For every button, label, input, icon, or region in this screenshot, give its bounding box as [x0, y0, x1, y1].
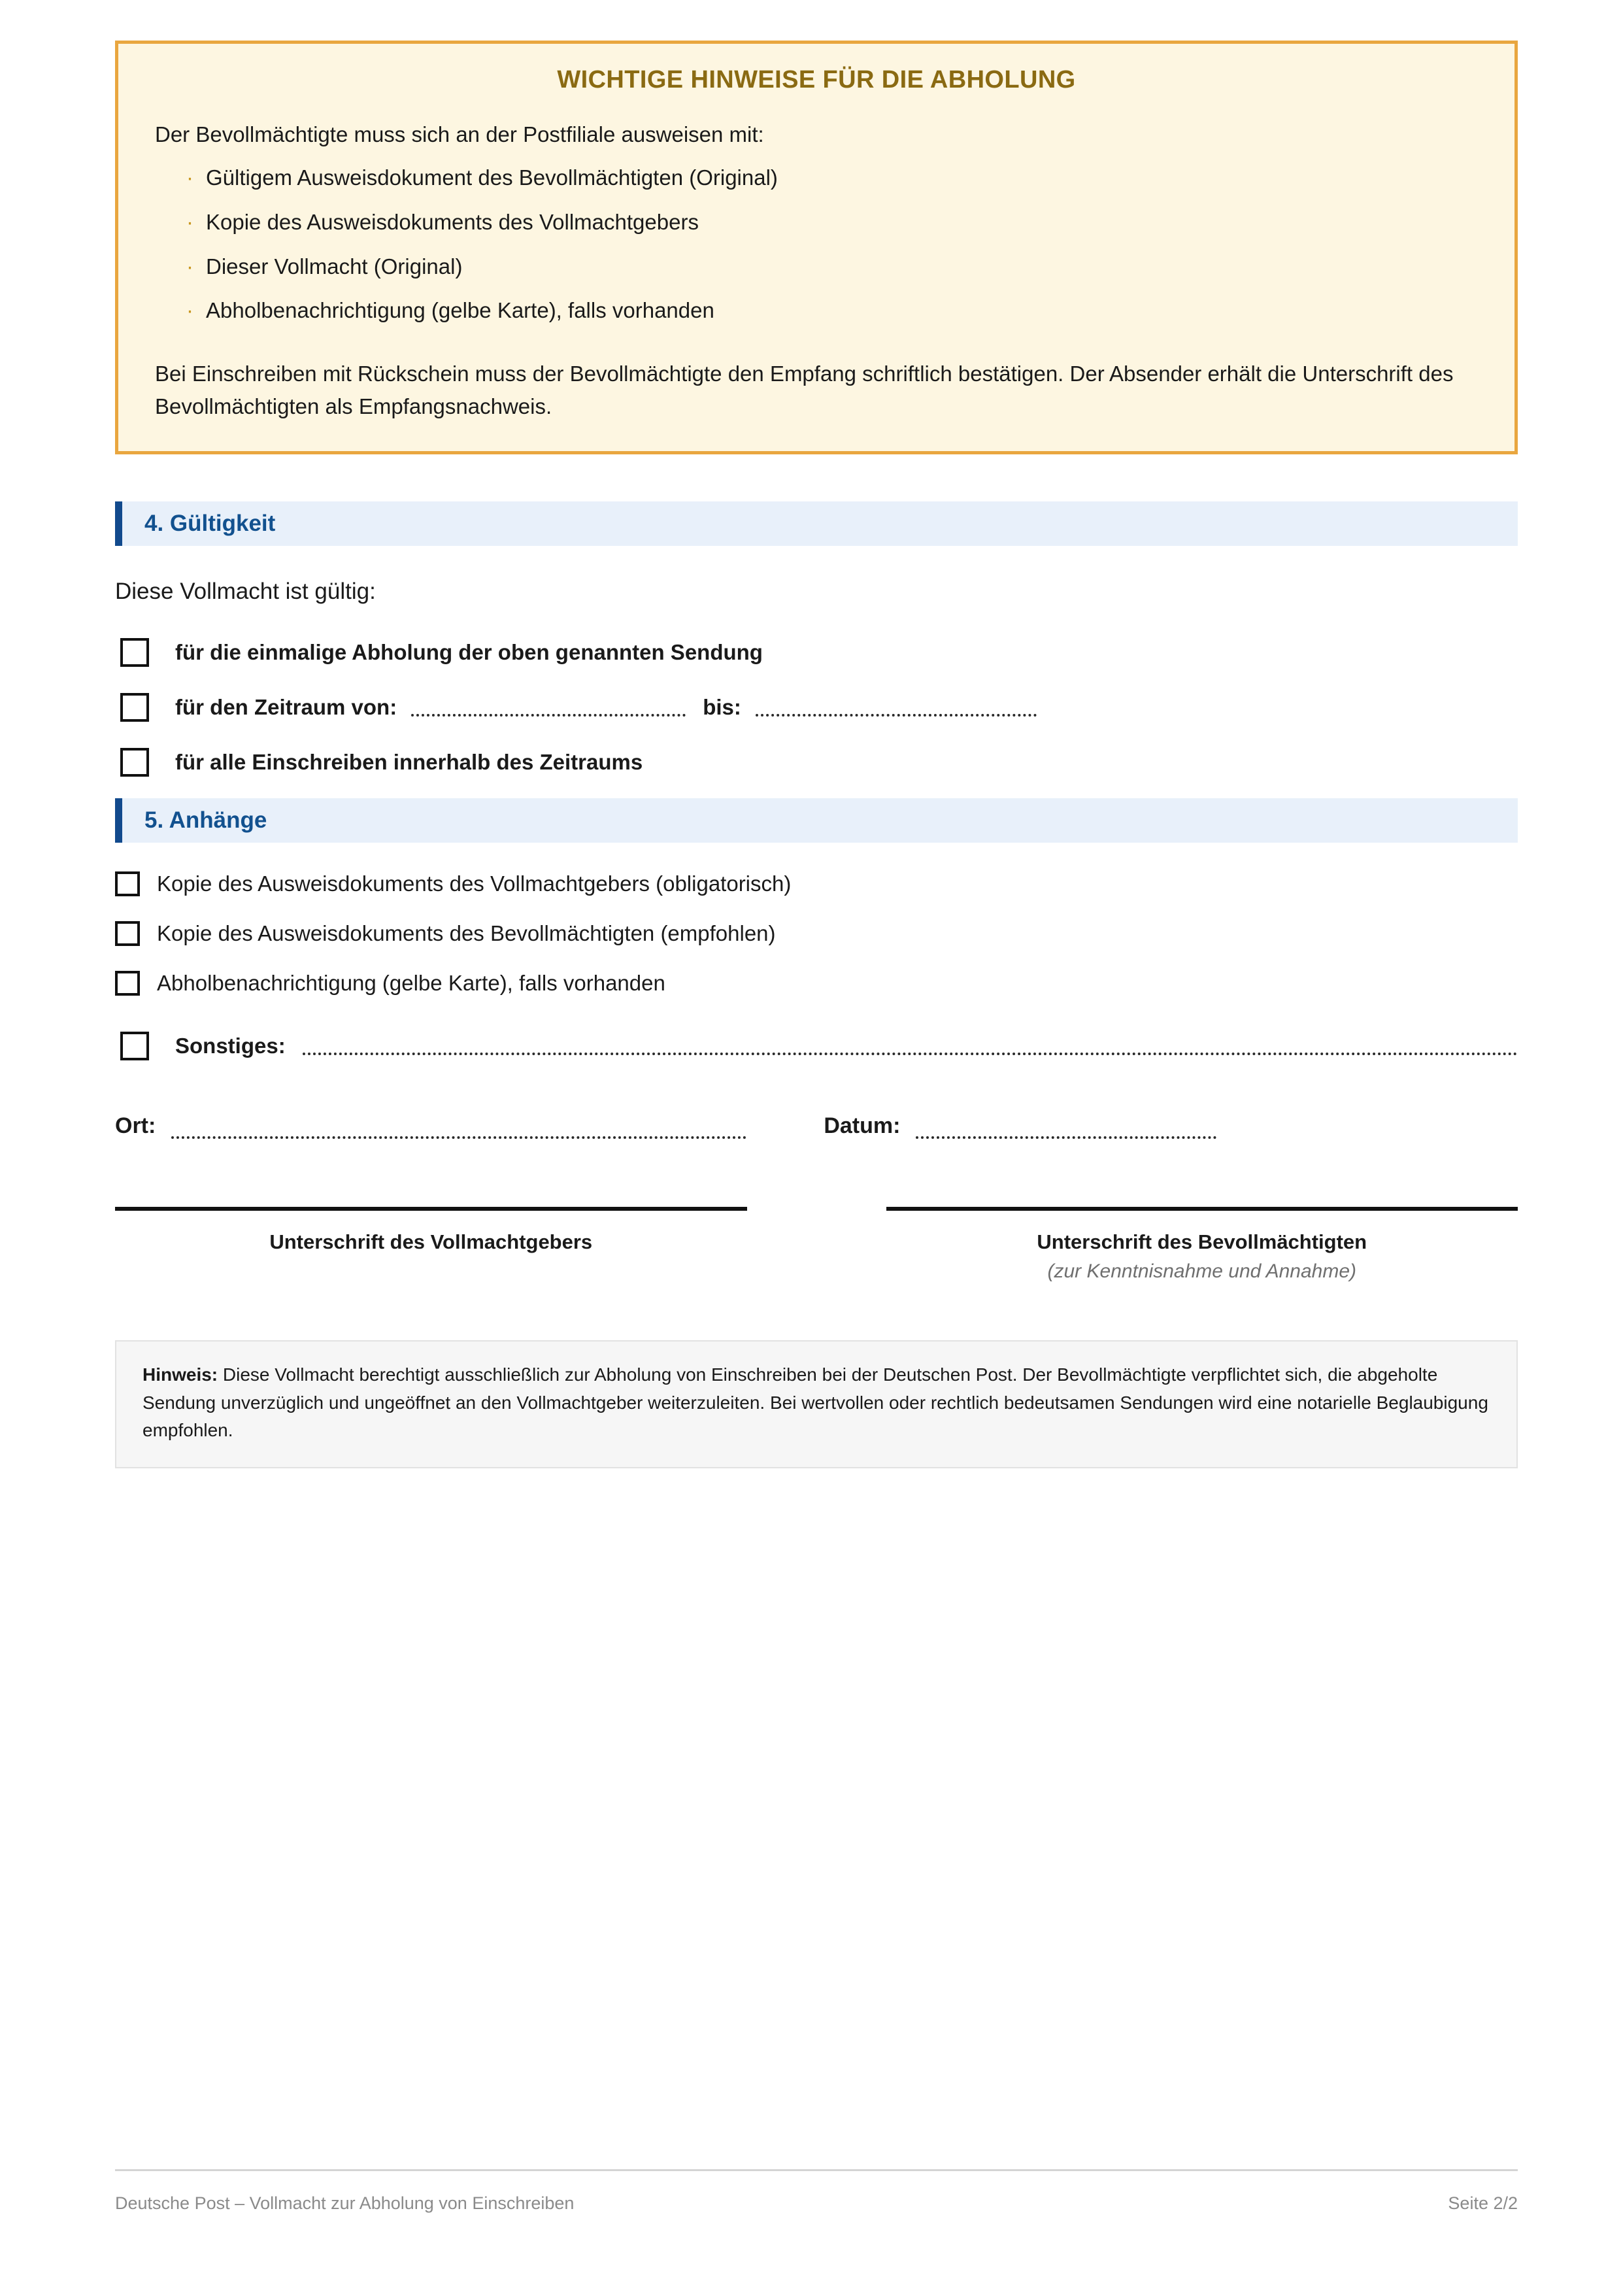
signature-caption-grantor: Unterschrift des Vollmachtgebers: [269, 1230, 593, 1254]
signature-caption-agent: Unterschrift des Bevollmächtigten: [1037, 1230, 1367, 1254]
section-title-attachments: 5. Anhänge: [144, 807, 267, 834]
section-header-attachments: [115, 798, 1518, 843]
attachment-other-row[interactable]: [115, 1030, 1518, 1062]
page-content: [115, 0, 1518, 1468]
checkbox-attachment-id-agent[interactable]: [115, 921, 140, 946]
page-footer: [115, 2169, 1518, 2214]
period-until-label: bis:: [703, 695, 741, 720]
checkbox-label: für alle Einschreiben innerhalb des Zeitraums: [175, 750, 643, 775]
date-label: Datum:: [824, 1113, 901, 1139]
period-until-input[interactable]: [756, 698, 1037, 717]
period-from-input[interactable]: [411, 698, 686, 717]
attachments-options-group: [115, 869, 1518, 1062]
checkbox-label: Kopie des Ausweisdokuments des Bevollmächtigten (empfohlen): [157, 921, 776, 946]
list-item-label: Gültigem Ausweisdokument des Bevollmächtigten (Original): [206, 165, 778, 190]
signature-subcaption-agent: (zur Kenntnisnahme und Annahme): [1047, 1260, 1356, 1283]
checkbox-validity-all[interactable]: [120, 748, 149, 777]
checkbox-attachment-id-grantor[interactable]: [115, 871, 140, 896]
list-item: [155, 251, 1478, 282]
spacer: [115, 779, 1518, 798]
checkbox-label: Abholbenachrichtigung (gelbe Karte), falls vorhanden: [157, 971, 665, 996]
important-notice-box: [115, 41, 1518, 454]
legal-hint-box: [115, 1340, 1518, 1468]
list-item: [155, 162, 1478, 194]
section-title-validity: 4. Gültigkeit: [144, 511, 276, 537]
spacer: [115, 454, 1518, 501]
checkbox-validity-single[interactable]: [120, 638, 149, 667]
date-input[interactable]: [916, 1121, 1216, 1139]
attachment-option-row[interactable]: [115, 869, 1518, 899]
validity-options-group: [115, 636, 1518, 779]
list-item-label: Abholbenachrichtigung (gelbe Karte), falls vorhanden: [206, 298, 714, 323]
bullet-icon: ·: [186, 254, 193, 279]
other-input[interactable]: [303, 1037, 1518, 1055]
notice-paragraph: Bei Einschreiben mit Rückschein muss der Bevollmächtigte den Empfang schriftlich bestätigen. Der Absender erhält die Unterschrift des Bevollmächtigten als Empfangsnachweis.: [155, 362, 1454, 418]
validity-lead-text: Diese Vollmacht ist gültig:: [115, 579, 376, 605]
hint-text: [142, 1361, 1490, 1445]
list-item-label: Kopie des Ausweisdokuments des Vollmachtgebers: [206, 209, 699, 234]
signature-line-grantor[interactable]: [115, 1207, 747, 1211]
bullet-icon: ·: [186, 209, 193, 234]
notice-requirements-list: [155, 162, 1478, 326]
footer-document-title: Deutsche Post – Vollmacht zur Abholung von Einschreiben: [115, 2193, 575, 2213]
hint-body: Diese Vollmacht berechtigt ausschließlich zur Abholung von Einschreiben bei der Deutschen Post. Der Bevollmächtigte verpflichtet sich, die abgeholte Sendung unverzüglich und ungeöffnet an den Vollmachtgeber weiterzuleiten. Bei wertvollen oder rechtlich bedeutsamen Sendungen wird eine notarielle Beglaubigung empfohlen.: [142, 1364, 1488, 1441]
attachment-option-row[interactable]: [115, 919, 1518, 949]
signature-row: [115, 1207, 1518, 1283]
footer-content: [115, 2193, 1518, 2214]
bullet-icon: ·: [186, 165, 193, 190]
place-date-row: [115, 1113, 1518, 1139]
checkbox-attachment-other[interactable]: [120, 1032, 149, 1060]
section-header-validity: [115, 501, 1518, 546]
list-item: [155, 295, 1478, 326]
footer-divider: [115, 2169, 1518, 2171]
bullet-icon: ·: [186, 298, 193, 323]
notice-title: WICHTIGE HINWEISE FÜR DIE ABHOLUNG: [557, 66, 1076, 93]
checkbox-validity-period[interactable]: [120, 693, 149, 722]
place-label: Ort:: [115, 1113, 156, 1139]
validity-option-single-row[interactable]: [115, 636, 1518, 669]
checkbox-label: für den Zeitraum von:: [175, 695, 397, 720]
footer-page-number: Seite 2/2: [1448, 2193, 1518, 2213]
hint-lead-label: Hinweis:: [142, 1364, 218, 1385]
validity-option-period-row[interactable]: [115, 691, 1518, 724]
attachment-option-row[interactable]: [115, 968, 1518, 998]
list-item-label: Dieser Vollmacht (Original): [206, 254, 463, 279]
other-label: Sonstiges:: [175, 1034, 286, 1058]
signature-block-grantor: [115, 1207, 747, 1283]
signature-line-agent[interactable]: [886, 1207, 1518, 1211]
checkbox-label: Kopie des Ausweisdokuments des Vollmachtgebers (obligatorisch): [157, 871, 792, 896]
checkbox-label: für die einmalige Abholung der oben genannten Sendung: [175, 640, 763, 665]
signature-block-agent: [886, 1207, 1518, 1283]
checkbox-attachment-yellow-card[interactable]: [115, 971, 140, 996]
validity-option-all-row[interactable]: [115, 746, 1518, 779]
list-item: [155, 207, 1478, 238]
place-input[interactable]: [171, 1121, 746, 1139]
notice-lead-text: Der Bevollmächtigte muss sich an der Postfiliale ausweisen mit:: [155, 122, 764, 146]
